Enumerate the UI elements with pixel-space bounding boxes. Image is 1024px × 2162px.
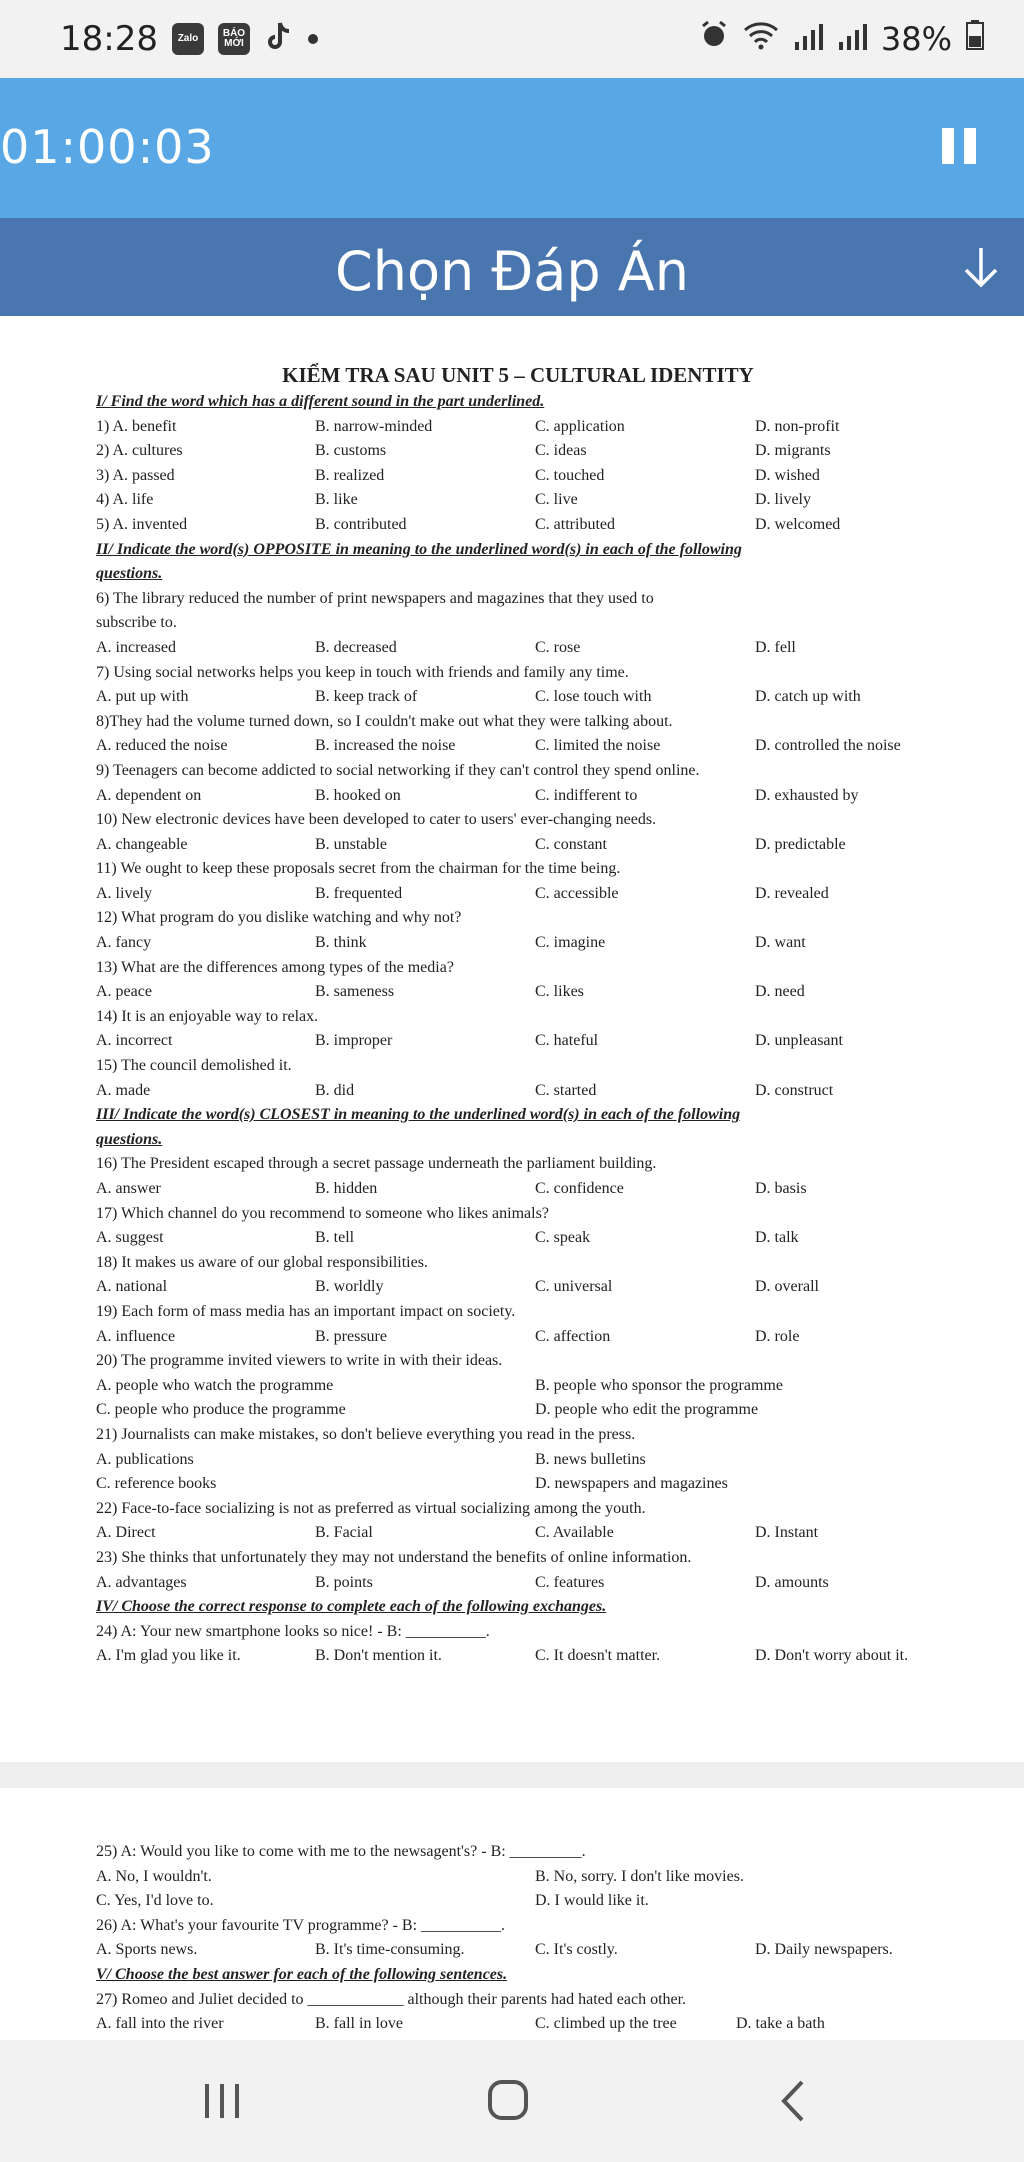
question-text: 16) The President escaped through a secret passage underneath the parliament building. <box>96 1155 657 1173</box>
options-row: A. made B. did C. started D. construct <box>96 1081 834 1099</box>
options-row: A. answer B. hidden C. confidence D. basis <box>96 1180 807 1197</box>
section-heading-cont: questions. <box>96 565 163 583</box>
options-row: A. fall into the river B. fall in love C. climbed up the tree D. take a bath <box>96 2015 825 2033</box>
section-heading-cont: questions. <box>96 1130 163 1148</box>
options-row: A. fancy B. think C. imagine D. want <box>96 934 806 952</box>
section-heading: V/ Choose the best answer for each of the following sentences. <box>96 1965 508 1983</box>
status-time: 18:28 <box>60 19 158 59</box>
alarm-icon <box>699 20 729 58</box>
exam-document <box>96 360 996 1669</box>
options-row: A. Sports news. B. It's time-consuming. C. It's costly. D. Daily newspapers. <box>96 1941 893 1959</box>
options-row: A. national B. worldly C. universal D. overall <box>96 1278 819 1296</box>
notification-dot-icon <box>308 34 318 44</box>
options-row: C. Yes, I'd love to. D. I would like it. <box>96 1892 649 1910</box>
section-heading: IV/ Choose the correct response to complete each of the following exchanges. <box>96 1598 607 1616</box>
question-text: 17) Which channel do you recommend to someone who likes animals? <box>96 1204 549 1222</box>
system-nav-bar <box>0 2040 1024 2162</box>
question-text: 23) She thinks that unfortunately they may not understand the benefits of online information. <box>96 1548 692 1566</box>
title-bar <box>0 218 1024 316</box>
options-row: A. publications B. news bulletins <box>96 1450 646 1468</box>
question-text: 22) Face-to-face socializing is not as preferred as virtual socializing among the youth. <box>96 1499 646 1517</box>
zalo-icon: Zalo <box>172 23 204 55</box>
options-row: A. put up with B. keep track of C. lose touch with D. catch up with <box>96 688 861 706</box>
question-text: 20) The programme invited viewers to write in with their ideas. <box>96 1352 503 1370</box>
section-heading: II/ Indicate the word(s) OPPOSITE in meaning to the underlined word(s) in each of the following <box>96 540 742 558</box>
question-text: 19) Each form of mass media has an important impact on society. <box>96 1302 516 1320</box>
scroll-down-button[interactable] <box>956 242 1006 292</box>
home-button[interactable] <box>478 2076 538 2126</box>
options-row: A. Direct B. Facial C. Available D. Instant <box>96 1524 819 1542</box>
back-icon <box>764 2076 824 2126</box>
question-text: 27) Romeo and Juliet decided to ____________ although their parents had hated each other. <box>96 1990 687 2008</box>
options-row: C. people who produce the programme D. people who edit the programme <box>96 1401 759 1419</box>
question-text: 18) It makes us aware of our global responsibilities. <box>96 1253 428 1271</box>
pause-button[interactable] <box>942 128 976 164</box>
options-row: A. increased B. decreased C. rose D. fell <box>96 638 796 656</box>
options-row: A. No, I wouldn't. B. No, sorry. I don't like movies. <box>96 1867 744 1885</box>
options-row: A. advantages B. points C. features D. amounts <box>96 1573 829 1591</box>
tiktok-icon <box>264 21 292 58</box>
status-bar <box>0 0 1024 78</box>
timer-bar <box>0 78 1024 218</box>
battery-percent: 38% <box>880 20 952 58</box>
question-text: 24) A: Your new smartphone looks so nice! - B: __________. <box>96 1622 490 1640</box>
recent-apps-icon <box>192 2076 252 2126</box>
question-row: 2) A. cultures B. customs C. ideas D. migrants <box>96 442 831 460</box>
options-row: A. reduced the noise B. increased the noise C. limited the noise D. controlled the noise <box>96 737 901 755</box>
arrow-down-icon <box>956 242 1006 292</box>
options-row: A. peace B. sameness C. likes D. need <box>96 983 805 1001</box>
question-text: 12) What program do you dislike watching and why not? <box>96 909 462 927</box>
wifi-icon <box>743 20 779 58</box>
question-text: 11) We ought to keep these proposals secret from the chairman for the time being. <box>96 860 621 878</box>
question-text: 14) It is an enjoyable way to relax. <box>96 1007 319 1025</box>
battery-icon <box>966 20 984 58</box>
question-text: subscribe to. <box>96 614 177 632</box>
exam-title: KIỂM TRA SAU UNIT 5 – CULTURAL IDENTITY <box>282 363 754 387</box>
options-row: A. influence B. pressure C. affection D. role <box>96 1327 800 1345</box>
page-title: Chọn Đáp Án <box>335 240 689 303</box>
options-row: A. people who watch the programme B. people who sponsor the programme <box>96 1376 783 1394</box>
question-text: 9) Teenagers can become addicted to social networking if they can't control they spend online. <box>96 761 700 779</box>
options-row: A. I'm glad you like it. B. Don't mention it. C. It doesn't matter. D. Don't worry about it. <box>96 1647 909 1665</box>
question-text: 15) The council demolished it. <box>96 1057 292 1075</box>
options-row: C. reference books D. newspapers and magazines <box>96 1475 728 1493</box>
options-row: A. dependent on B. hooked on C. indifferent to D. exhausted by <box>96 786 859 804</box>
page-separator <box>0 1762 1024 1788</box>
bao-moi-icon: BÁO MỚI <box>218 23 250 55</box>
question-text: 10) New electronic devices have been developed to cater to users' ever-changing needs. <box>96 811 657 829</box>
section-heading: I/ Find the word which has a different sound in the part underlined. <box>96 393 545 410</box>
recent-apps-button[interactable] <box>192 2076 252 2126</box>
question-text: 7) Using social networks helps you keep in touch with friends and family any time. <box>96 663 629 681</box>
section-heading: III/ Indicate the word(s) CLOSEST in meaning to the underlined word(s) in each of the following <box>96 1106 741 1124</box>
question-row: 3) A. passed B. realized C. touched D. wished <box>96 466 820 484</box>
home-icon <box>478 2076 538 2126</box>
signal-icon <box>793 20 823 58</box>
question-text: 25) A: Would you like to come with me to the newsagent's? - B: _________. <box>96 1843 586 1860</box>
question-row: 1) A. benefit B. narrow-minded C. application D. non-profit <box>96 417 840 435</box>
options-row: A. incorrect B. improper C. hateful D. unpleasant <box>96 1032 843 1050</box>
question-row: 4) A. life B. like C. live D. lively <box>96 491 811 509</box>
question-text: 6) The library reduced the number of print newspapers and magazines that they used to <box>96 589 654 607</box>
question-text: 21) Journalists can make mistakes, so don't believe everything you read in the press. <box>96 1425 636 1443</box>
signal-2-icon <box>837 20 867 58</box>
question-row: 5) A. invented B. contributed C. attributed D. welcomed <box>96 515 841 533</box>
exam-document-page-2 <box>96 1840 996 2037</box>
question-text: 8)They had the volume turned down, so I couldn't make out what they were talking about. <box>96 712 673 730</box>
question-text: 26) A: What's your favourite TV programme? - B: __________. <box>96 1916 506 1934</box>
options-row: A. changeable B. unstable C. constant D. predictable <box>96 835 846 853</box>
back-button[interactable] <box>764 2076 824 2126</box>
question-text: 13) What are the differences among types of the media? <box>96 958 454 976</box>
options-row: A. suggest B. tell C. speak D. talk <box>96 1229 799 1247</box>
options-row: A. lively B. frequented C. accessible D. revealed <box>96 884 829 902</box>
countdown-timer: 01:00:03 <box>0 120 215 174</box>
